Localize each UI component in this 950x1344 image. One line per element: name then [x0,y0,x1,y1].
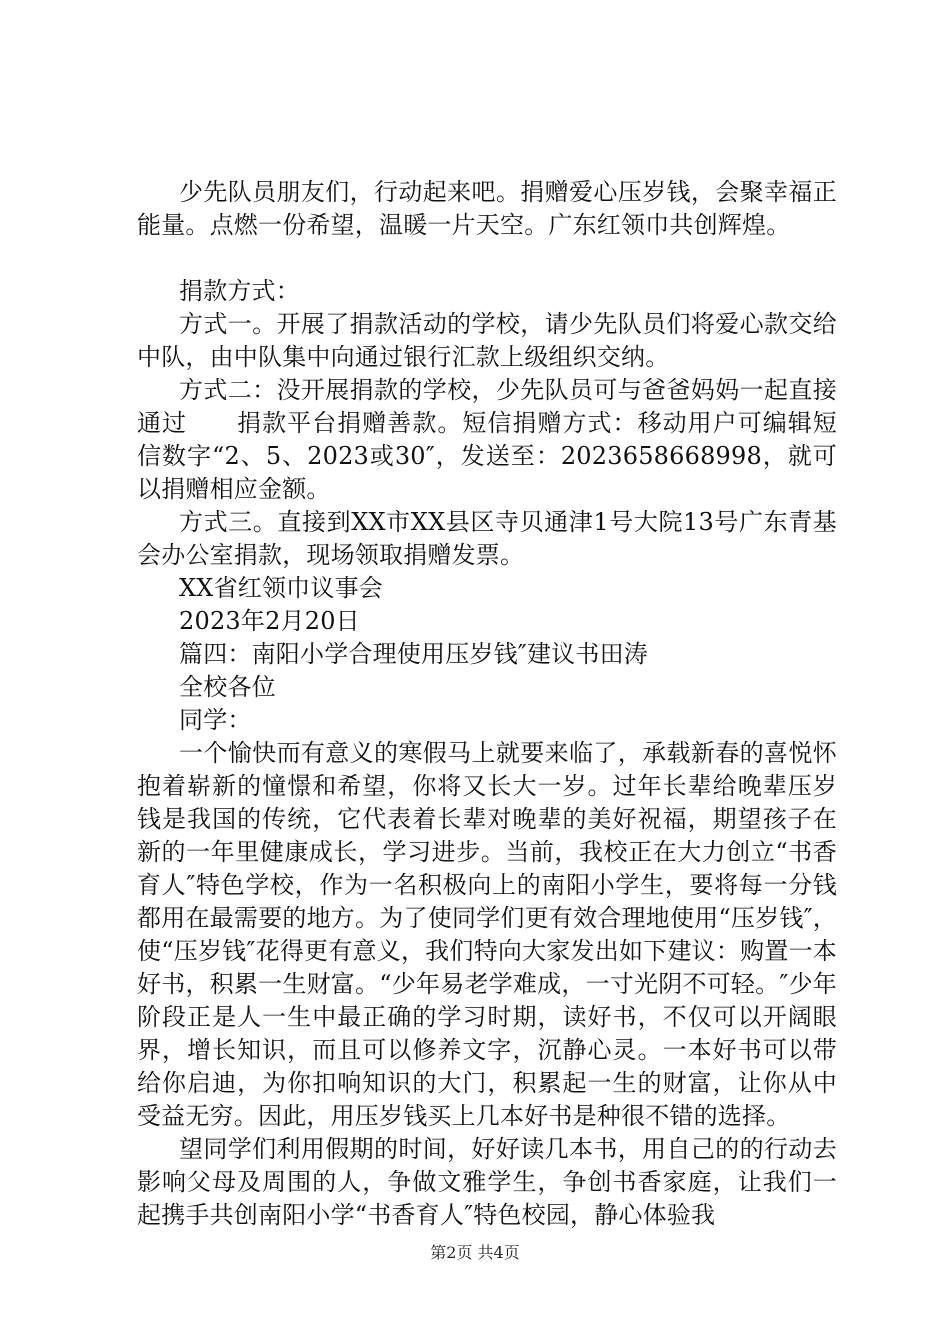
paragraph-gap [137,242,837,275]
paragraph-salutation-line1: 全校各位 [179,673,276,701]
paragraph-closing: 望同学们利用假期的时间，好好读几本书，用自己的的行动去影响父母及周围的人，争做文雅学生，争创书香家庭，让我们一起携手共创南阳小学“书香育人″特色校园，静心体验我 [137,1135,837,1229]
paragraph-donation-methods-heading: 捐款方式： [179,277,300,305]
paragraph-method-three: 方式三。直接到XX市XX县区寺贝通津1号大院13号广东青基会办公室捐款，现场领取捐赠发票。 [137,508,837,569]
document-body [137,176,837,1232]
paragraph-section-title: 篇四：南阳小学合理使用压岁钱″建议书田涛 [179,640,648,668]
paragraph-proposal-body: 一个愉快而有意义的寒假马上就要来临了，承载新春的喜悦怀抱着崭新的憧憬和希望，你将又长大一岁。过年长辈给晚辈压岁钱是我国的传统，它代表着长辈对晚辈的美好祝福，期望孩子在新的一年里健康成长，学习进步。当前，我校正在大力创立“书香育人″特色学校，作为一名积极向上的南阳小学生，要将每一分钱都用在最需要的地方。为了使同学们更有效合理地使用“压岁钱″，使“压岁钱″花得更有意义，我们特向大家发出如下建议：购置一本好书，积累一生财富。“少年易老学难成，一寸光阴不可轻。″少年阶段正是人一生中最正确的学习时期，读好书，不仅可以开阔眼界，增长知识，而且可以修养文字，沉静心灵。一本好书可以带给你启迪，为你扣响知识的大门，积累起一生的财富，让你从中受益无穷。因此，用压岁钱买上几本好书是种很不错的选择。 [137,739,837,1130]
paragraph-method-two: 方式二：没开展捐款的学校，少先队员可与爸爸妈妈一起直接通过 捐款平台捐赠善款。短信捐赠方式：移动用户可编辑短信数字“2、5、2023或30″，发送至：2023658668998，就可以捐赠相应金额。 [137,376,837,503]
page-footer: 第2页 共4页 [430,1243,520,1262]
paragraph-signature-date: 2023年2月20日 [179,607,360,635]
paragraph-salutation-line2: 同学： [179,706,252,734]
paragraph-signature-org: XX省红领巾议事会 [179,574,383,602]
paragraph-call-to-action: 少先队员朋友们，行动起来吧。捐赠爱心压岁钱，会聚幸福正能量。点燃一份希望，温暖一片天空。广东红领巾共创辉煌。 [137,178,837,239]
paragraph-method-one: 方式一。开展了捐款活动的学校，请少先队员们将爱心款交给中队，由中队集中向通过银行汇款上级组织交纳。 [137,310,837,371]
